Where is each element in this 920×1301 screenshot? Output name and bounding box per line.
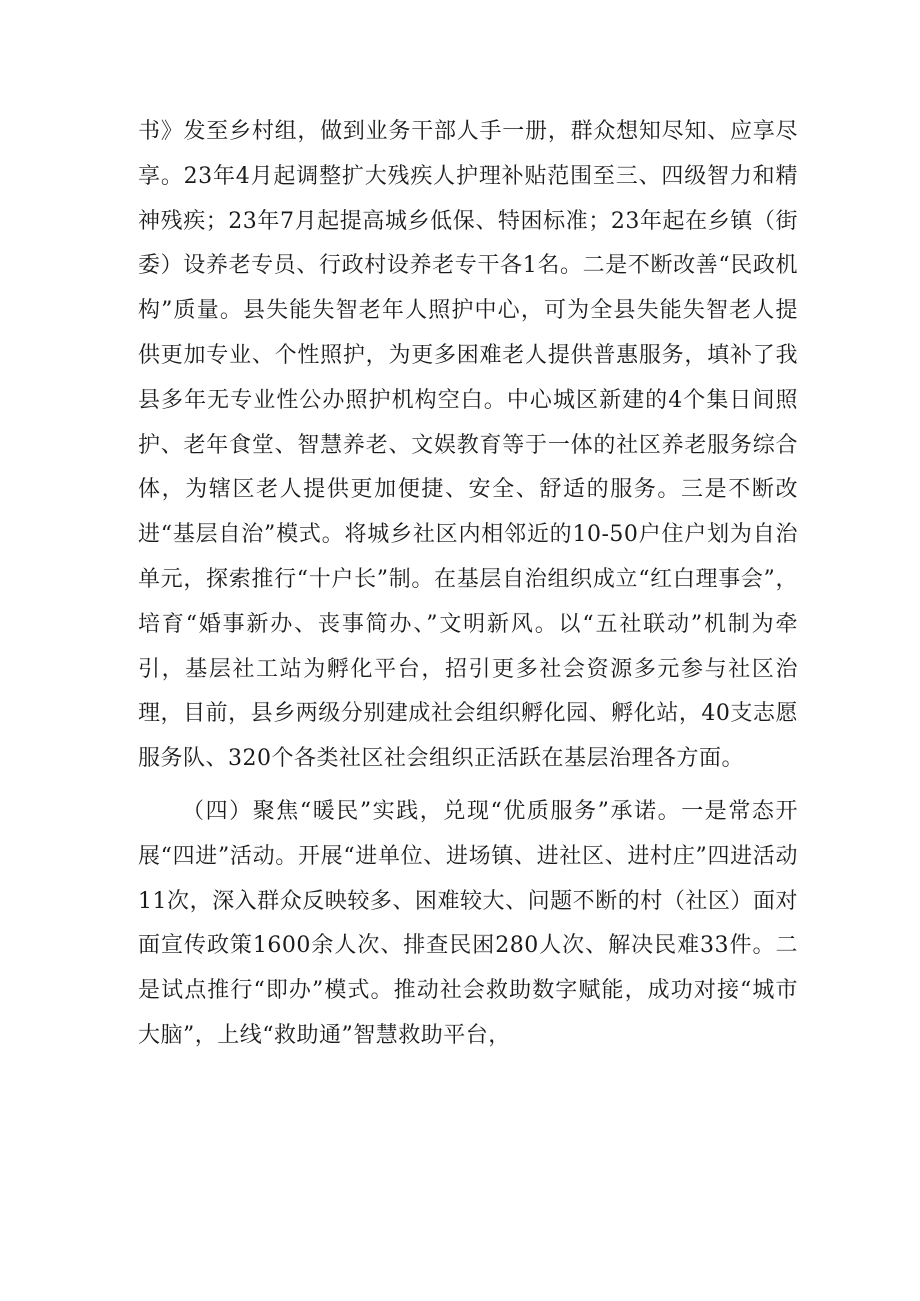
paragraph-section-four: （四）聚焦“暖民”实践，兑现“优质服务”承诺。一是常态开展“四进”活动。开展“进单位、进场镇、进社区、进村庄”四进活动11次，深入群众反映较多、困难较大、问题不断的村（社区）面对面宣传政策1600余人次、排查民困280人次、解决民难33件。二是试点推行“即办”模式。推动社会救助数字赋能，成功对接“城市大脑”，上线“救助通”智慧救助平台， — [138, 798, 798, 1048]
document-body — [138, 110, 798, 1059]
paragraph-continued: 书》发至乡村组，做到业务干部人手一册，群众想知尽知、应享尽享。23年4月起调整扩大残疾人护理补贴范围至三、四级智力和精神残疾；23年7月起提高城乡低保、特困标准；23年起在乡镇（街委）设养老专员、行政村设养老专干各1名。二是不断改善“民政机构”质量。县失能失智老年人照护中心，可为全县失能失智老人提供更加专业、个性照护，为更多困难老人提供普惠服务，填补了我县多年无专业性公办照护机构空白。中心城区新建的4个集日间照护、老年食堂、智慧养老、文娱教育等于一体的社区养老服务综合体，为辖区老人提供更加便捷、安全、舒适的服务。三是不断改进“基层自治”模式。将城乡社区内相邻近的10-50户住户划为自治单元，探索推行“十户长”制。在基层自治组织成立“红白理事会”，培育“婚事新办、丧事简办、”文明新风。以“五社联动”机制为牵引，基层社工站为孵化平台，招引更多社会资源多元参与社区治理，目前，县乡两级分别建成社会组织孵化园、孵化站，40支志愿服务队、320个各类社区社会组织正活跃在基层治理各方面。 — [138, 119, 798, 772]
